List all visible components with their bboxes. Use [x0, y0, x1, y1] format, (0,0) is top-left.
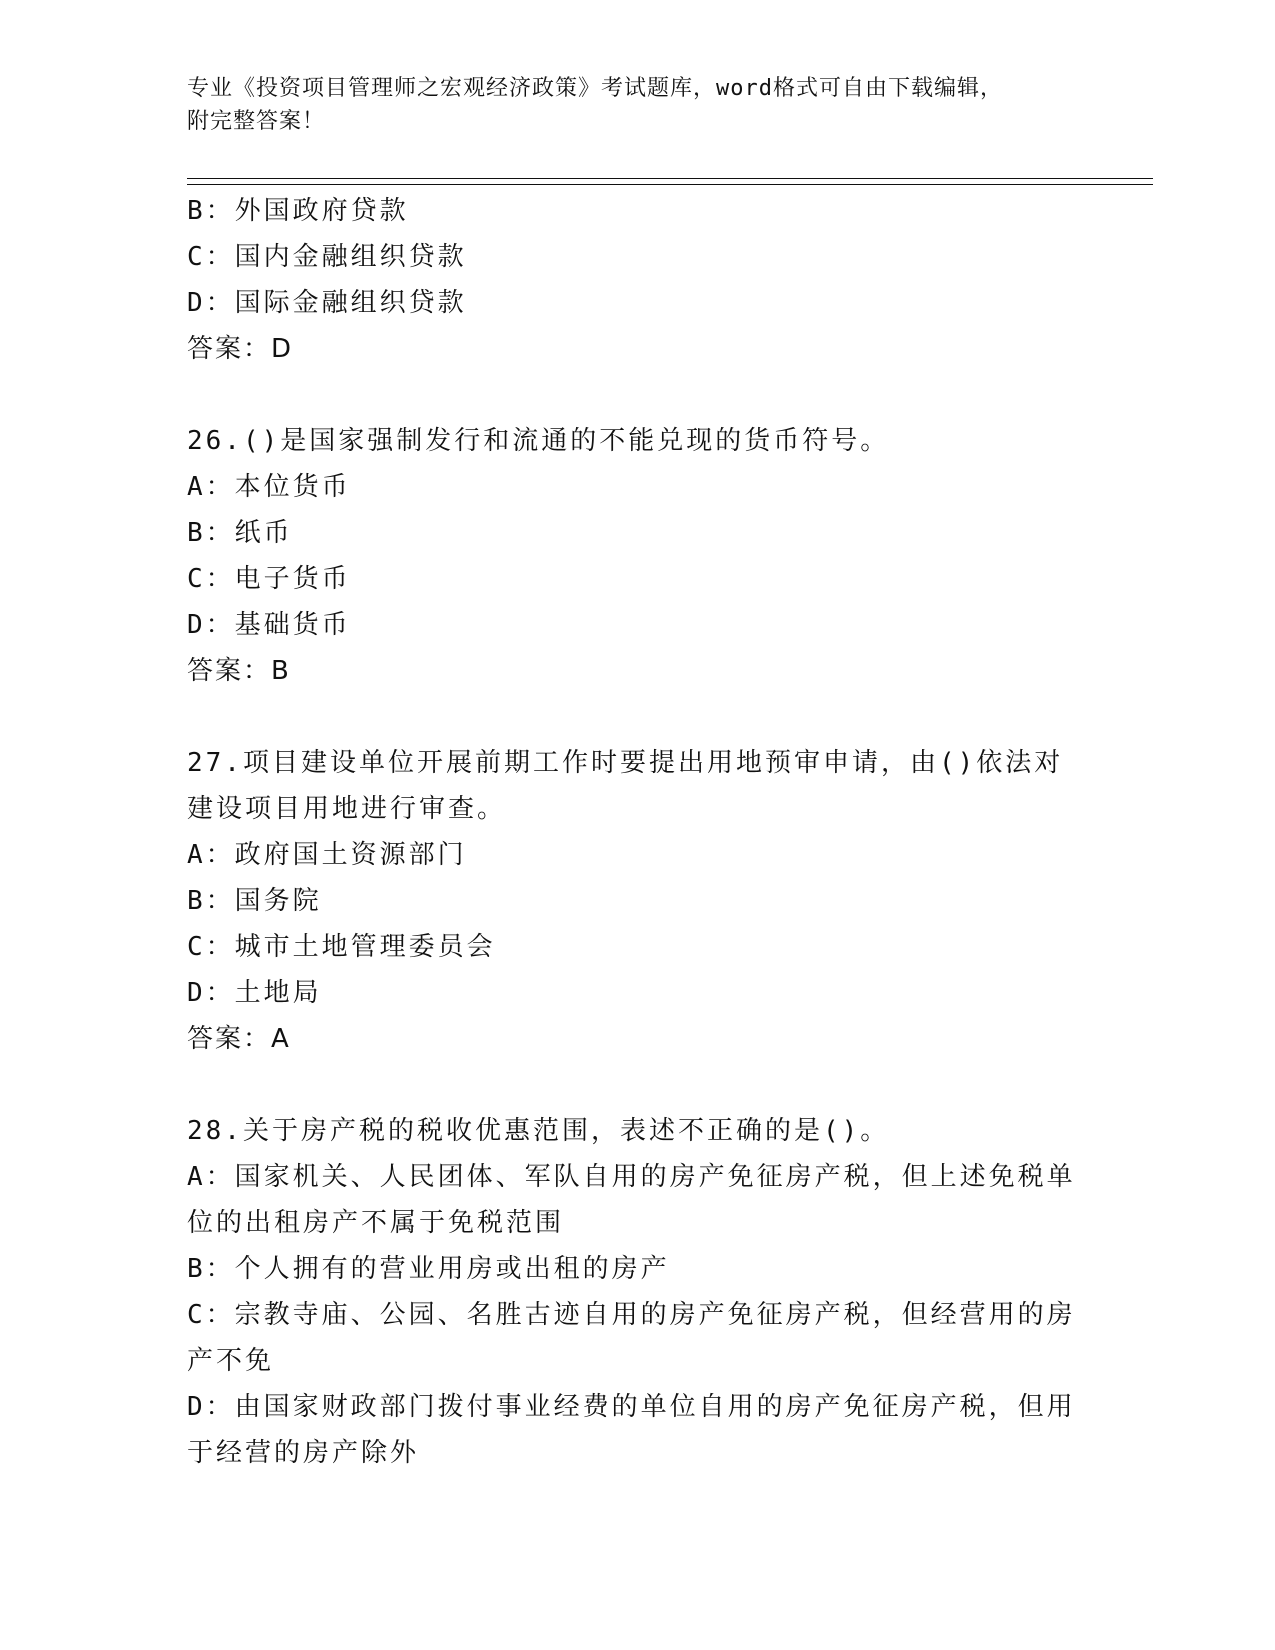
document-header	[187, 72, 1087, 138]
option-d: D：基础货币	[187, 610, 351, 640]
question-text: 28.关于房产税的税收优惠范围，表述不正确的是()。	[187, 1116, 890, 1146]
answer-text: 答案：D	[187, 334, 294, 364]
option-a: A：政府国土资源部门	[187, 840, 467, 870]
option-a: A：国家机关、人民团体、军队自用的房产免征房产税，但上述免税单位的出租房产不属于免税范围	[187, 1162, 1076, 1238]
partial-question-block	[187, 188, 1087, 372]
option-d: D：国际金融组织贷款	[187, 288, 467, 318]
header-line-2: 附完整答案！	[187, 109, 326, 134]
question-27	[187, 740, 1087, 1062]
exam-content	[187, 188, 1087, 1476]
option-c: C：国内金融组织贷款	[187, 242, 467, 272]
answer-text: 答案：A	[187, 1024, 291, 1054]
option-d: D：由国家财政部门拨付事业经费的单位自用的房产免征房产税，但用于经营的房产除外	[187, 1392, 1076, 1468]
option-b: B：纸币	[187, 518, 293, 548]
question-28	[187, 1108, 1087, 1476]
header-rule-bottom	[187, 184, 1153, 185]
option-b: B：个人拥有的营业用房或出租的房产	[187, 1254, 670, 1284]
option-c: C：电子货币	[187, 564, 351, 594]
option-d: D：土地局	[187, 978, 322, 1008]
answer-text: 答案：B	[187, 656, 291, 686]
question-text: 27.项目建设单位开展前期工作时要提出用地预审申请，由()依法对建设项目用地进行审查。	[187, 748, 1064, 824]
header-rule-top	[187, 178, 1153, 179]
question-text: 26.()是国家强制发行和流通的不能兑现的货币符号。	[187, 426, 890, 456]
option-a: A：本位货币	[187, 472, 351, 502]
question-26	[187, 418, 1087, 694]
option-c: C：城市土地管理委员会	[187, 932, 496, 962]
option-b: B：外国政府贷款	[187, 196, 409, 226]
option-c: C：宗教寺庙、公园、名胜古迹自用的房产免征房产税，但经营用的房产不免	[187, 1300, 1076, 1376]
header-line-1: 专业《投资项目管理师之宏观经济政策》考试题库，word格式可自由下载编辑，	[187, 76, 1003, 101]
option-b: B：国务院	[187, 886, 322, 916]
